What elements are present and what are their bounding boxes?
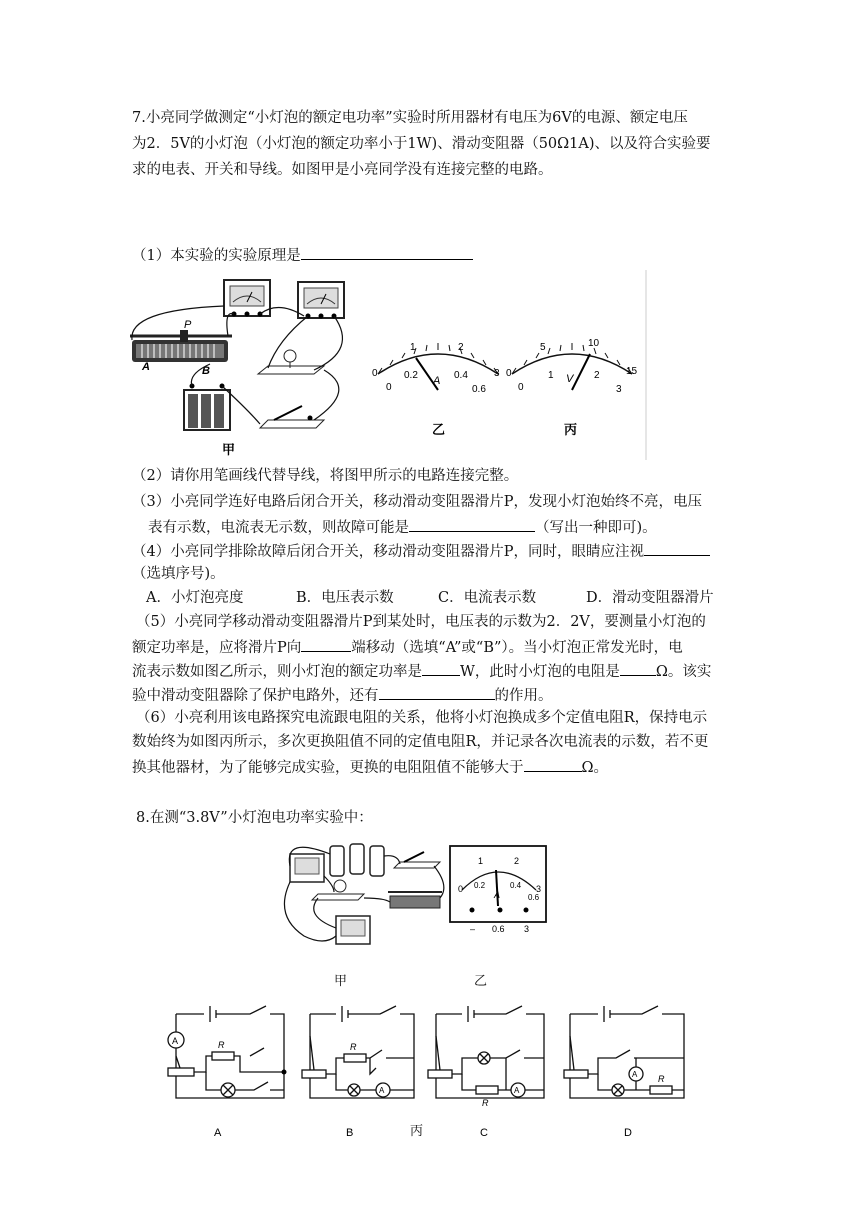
q7-blank-principle[interactable] (301, 244, 473, 260)
label-bing: 丙 (564, 422, 578, 437)
circuit-a (168, 1006, 284, 1098)
q7-blank-power[interactable] (422, 660, 460, 676)
q7-option-c: C．电流表示数 (438, 590, 537, 606)
q8-tick-02: 0.2 (474, 881, 486, 890)
q7-blank-fault[interactable] (409, 516, 535, 532)
circuit-d-ammeter-label: A (632, 1070, 638, 1079)
circuit-b-label: B (346, 1127, 354, 1139)
q7-part5-line4 (132, 684, 553, 706)
circuit-a-label: A (214, 1127, 222, 1139)
q8-tick-2: 2 (514, 856, 520, 866)
q7-blank-role[interactable] (379, 684, 495, 700)
rheostat (130, 330, 232, 362)
q7-part5-text-g: 的作用。 (494, 688, 553, 704)
circuit-b (302, 1006, 414, 1098)
circuit-d-r-label: R (658, 1074, 665, 1084)
switch-device (260, 406, 324, 428)
q7-part4-text: （4）小亮同学排除故障后闭合开关，移动滑动变阻器滑片P，同时，眼睛应注视 (132, 544, 644, 560)
voltmeter-scale (506, 338, 638, 395)
q8-rheostat (388, 892, 442, 908)
amm-tick-1: 1 (410, 342, 416, 353)
q7-part5-line2 (132, 636, 683, 658)
q7-intro-line1: 7.小亮同学做测定“小灯泡的额定电功率”实验时所用器材有电压为6V的电源、额定电压 (132, 110, 688, 126)
q8-term-06: 0.6 (492, 924, 505, 934)
bulb-device (258, 350, 324, 374)
amm-tick-04: 0.4 (454, 370, 468, 381)
q8-tick-0: 0 (458, 884, 464, 894)
q7-part5-line3 (132, 660, 711, 682)
q7-part2: （2）请你用笔画线代替导线，将图甲所示的电路连接完整。 (132, 468, 519, 484)
q7-part1 (132, 244, 473, 266)
q7-part3-text: 表有示数，电流表无示数，则故障可能是 (148, 520, 409, 536)
circuit-a-r-label: R (218, 1040, 225, 1050)
q8-title: 8.在测“3.8V”小灯泡电功率实验中： (136, 810, 373, 826)
q8-batteries (330, 844, 384, 876)
q8-circuits (150, 996, 700, 1139)
q7-part6-tail: Ω。 (581, 760, 609, 776)
q8-tick-1: 1 (478, 856, 484, 866)
label-B: B (202, 365, 210, 377)
q7-part4-line1 (132, 540, 710, 562)
amm-tick-02: 0.2 (404, 370, 418, 381)
amm-unit: A (433, 375, 441, 387)
volt-tick-10: 10 (588, 338, 600, 349)
q8-tick-3: 3 (536, 884, 542, 894)
q7-part5-text-c: 流表示数如图乙所示，则小灯泡的额定功率是 (132, 664, 422, 680)
label-P: P (184, 319, 192, 331)
q7-blank-direction[interactable] (301, 636, 351, 652)
q7-blank-resistance[interactable] (620, 660, 656, 676)
q8-tick-04: 0.4 (510, 881, 522, 890)
q7-part5-text-b: 端移动（选填“A”或“B”）。当小灯泡正常发光时，电 (351, 640, 683, 656)
q7-option-b: B．电压表示数 (296, 590, 394, 606)
label-A: A (142, 361, 150, 373)
ammeter-scale (372, 342, 500, 395)
volt-tick-0-top: 0 (506, 368, 512, 379)
volt-tick-2: 2 (594, 370, 600, 381)
q7-part6-line3 (132, 756, 608, 778)
circuit-c-r-label: R (482, 1098, 489, 1108)
q8-ammeter-panel (450, 846, 546, 934)
volt-tick-5: 5 (540, 342, 546, 353)
battery-device (184, 384, 230, 431)
q7-part3-line1: （3）小亮同学连好电路后闭合开关，移动滑动变阻器滑片P，发现小灯泡始终不亮，电压 (132, 494, 702, 510)
amm-tick-0-top: 0 (372, 368, 378, 379)
label-jia: 甲 (222, 442, 236, 457)
amm-tick-0-bottom: 0 (386, 382, 392, 393)
q7-part5-line1: （5）小亮同学移动滑动变阻器滑片P到某处时，电压表的示数为2．2V，要测量小灯泡的 (136, 614, 706, 630)
q7-blank-watch[interactable] (644, 540, 710, 556)
volt-tick-3: 3 (616, 384, 622, 395)
circuit-d-label: D (624, 1127, 632, 1139)
voltmeter-device (298, 282, 344, 319)
circuit-c-label: C (480, 1127, 488, 1139)
q8-bulb (312, 880, 364, 900)
q7-part5-text-d: W，此时小灯泡的电阻是 (460, 664, 620, 680)
q7-part1-text: （1）本实验的实验原理是 (132, 248, 301, 264)
volt-unit: V (566, 373, 574, 385)
q7-part5-text-e: Ω。该实 (655, 664, 712, 680)
q8-ammeter (336, 916, 370, 944)
q8-figure-top (264, 836, 554, 956)
q7-part5-text-a: 额定功率是，应将滑片P向 (132, 640, 302, 656)
amm-tick-2: 2 (458, 342, 464, 353)
q7-blank-max-resistance[interactable] (524, 756, 582, 772)
q7-part6-line1: （6）小亮利用该电路探究电流跟电阻的关系，他将小灯泡换成多个定值电阻R，保持电示 (136, 710, 708, 726)
q8-unit-A: A (494, 890, 501, 900)
q7-part3-line2 (148, 516, 657, 538)
circuit-a-node (282, 1070, 287, 1075)
q7-figure (128, 270, 650, 462)
circuit-b-r-label: R (350, 1042, 357, 1052)
q8-label-bing: 丙 (410, 1124, 424, 1139)
volt-tick-0-bottom: 0 (518, 382, 524, 393)
amm-tick-06: 0.6 (472, 384, 486, 395)
q7-part4-line2: （选填序号)。 (132, 566, 225, 582)
circuit-d (564, 1006, 684, 1098)
label-yi: 乙 (432, 422, 446, 437)
q7-part5-text-f: 验中滑动变阻器除了保护电路外，还有 (132, 688, 379, 704)
q7-option-d: D．滑动变阻器滑片 (586, 590, 714, 606)
q7-intro-line2: 为2．5V的小灯泡（小灯泡的额定功率小于1W)、滑动变阻器（50Ω1A)、以及符合实验要 (132, 136, 711, 152)
q8-label-jia: 甲 (334, 974, 348, 989)
q7-part3-tail: （写出一种即可)。 (535, 520, 657, 536)
amm-tick-3: 3 (494, 368, 500, 379)
wires (132, 306, 343, 424)
volt-tick-15: 15 (626, 366, 638, 377)
q8-switch (394, 852, 440, 868)
q8-voltmeter (290, 854, 324, 882)
circuit-c (428, 1006, 544, 1098)
circuit-a-ammeter-label: A (172, 1036, 179, 1046)
q7-part6-text: 换其他器材，为了能够完成实验，更换的电阻阻值不能够大于 (132, 760, 524, 776)
q7-part6-line2: 数始终为如图丙所示，多次更换阻值不同的定值电阻R，并记录各次电流表的示数，若不更 (132, 734, 709, 750)
q8-term-minus: – (470, 924, 476, 934)
q8-term-3: 3 (524, 924, 530, 934)
ammeter-device (224, 280, 270, 317)
circuit-b-ammeter-label: A (379, 1086, 385, 1095)
volt-tick-1: 1 (548, 370, 554, 381)
q7-option-a: A．小灯泡亮度 (146, 590, 244, 606)
q7-intro-line3: 求的电表、开关和导线。如图甲是小亮同学没有连接完整的电路。 (132, 162, 553, 178)
q8-tick-06: 0.6 (528, 893, 540, 902)
q8-label-yi: 乙 (474, 974, 488, 989)
circuit-c-ammeter-label: A (514, 1086, 520, 1095)
